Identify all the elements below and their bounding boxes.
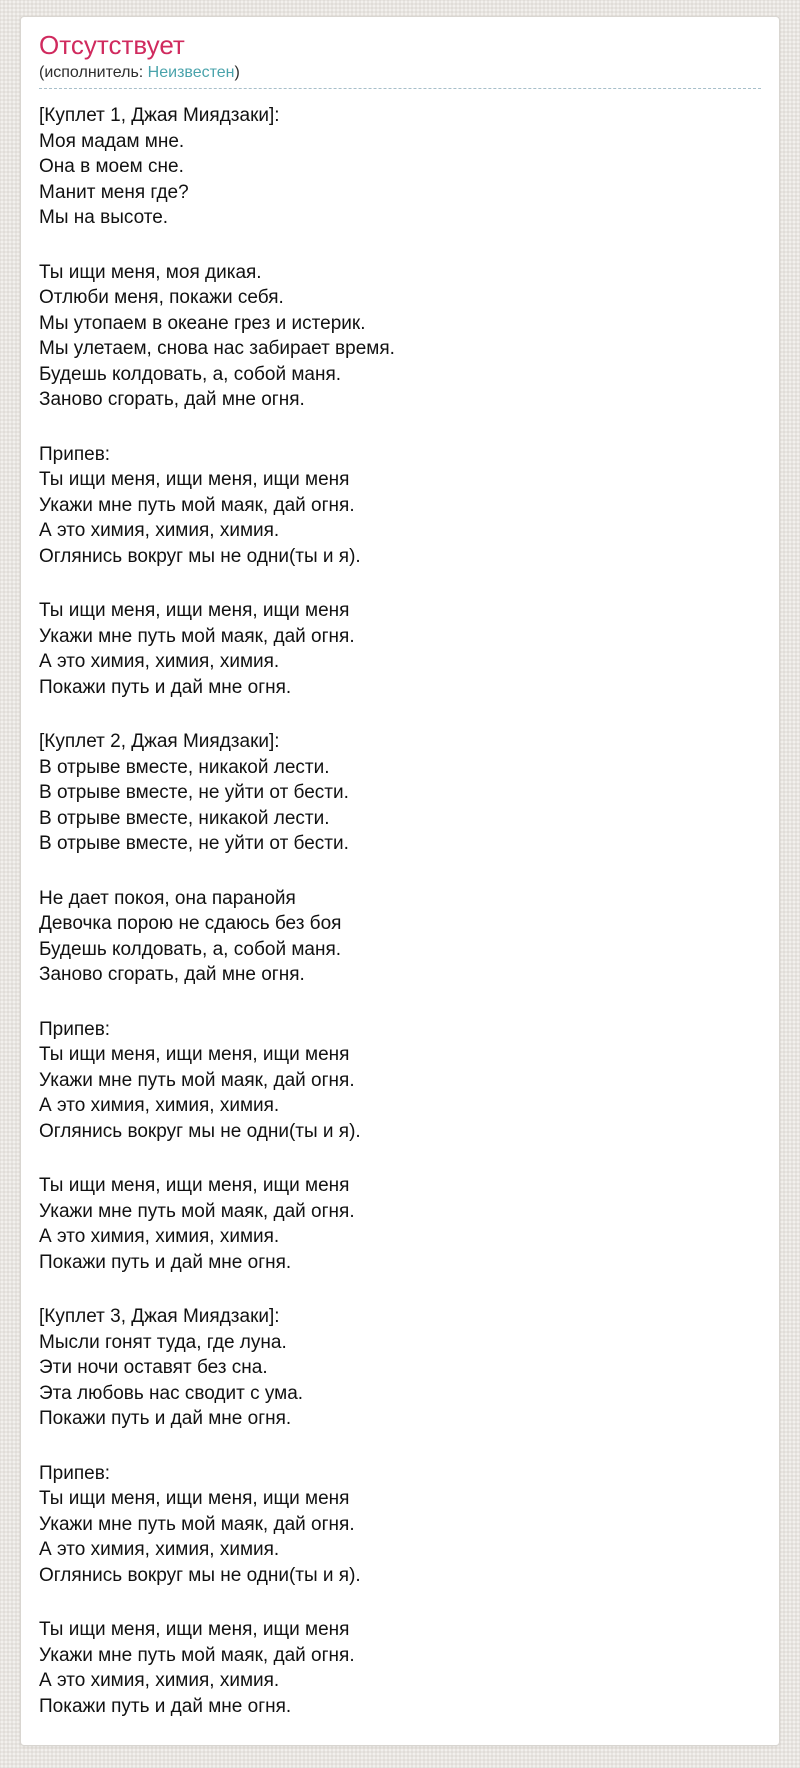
lyrics-stanza xyxy=(39,442,761,570)
lyric-line: Покажи путь и дай мне огня. xyxy=(39,1251,292,1273)
lyrics-stanza xyxy=(39,1017,761,1145)
lyric-line: Припев: xyxy=(39,1018,111,1040)
artist-closing-paren: ) xyxy=(234,64,240,81)
lyrics-stanza xyxy=(39,598,761,700)
lyric-line: Укажи мне путь мой маяк, дай огня. xyxy=(39,1644,355,1666)
lyric-line: Ты ищи меня, ищи меня, ищи меня xyxy=(39,469,350,490)
lyric-line: Ты ищи меня, ищи меня, ищи меня xyxy=(39,1488,350,1509)
lyrics-stanza xyxy=(39,886,761,988)
lyric-line: Эта любовь нас сводит с ума. xyxy=(39,1382,304,1404)
lyric-line: Эти ночи оставят без сна. xyxy=(39,1357,268,1378)
lyric-line: В отрыве вместе, не уйти от бести. xyxy=(39,782,349,803)
lyric-line: Не дает покоя, она паранойя xyxy=(39,887,296,909)
lyric-line: А это химия, химия, химия. xyxy=(39,1095,280,1116)
lyric-line: Покажи путь и дай мне огня. xyxy=(39,1408,292,1429)
lyric-line: Припев: xyxy=(39,443,111,465)
song-header xyxy=(39,31,761,89)
lyric-line: Оглянись вокруг мы не одни(ты и я). xyxy=(39,1120,361,1142)
song-title: Отсутствует xyxy=(39,30,185,60)
lyric-line: В отрыве вместе, никакой лести. xyxy=(39,756,330,778)
lyric-line: Манит меня где? xyxy=(39,181,189,203)
lyrics-stanza xyxy=(39,1304,761,1432)
lyrics-stanza xyxy=(39,103,761,231)
lyric-line: Покажи путь и дай мне огня. xyxy=(39,676,292,698)
lyrics-stanza xyxy=(39,729,761,857)
lyric-line: Ты ищи меня, ищи меня, ищи меня xyxy=(39,1044,350,1065)
lyric-line: [Куплет 2, Джая Миядзаки]: xyxy=(39,731,280,752)
lyric-line: Ты ищи меня, ищи меня, ищи меня xyxy=(39,1175,350,1196)
artist-label: (исполнитель: xyxy=(39,64,144,81)
lyric-line: Укажи мне путь мой маяк, дай огня. xyxy=(39,1069,355,1091)
lyric-line: [Куплет 3, Джая Миядзаки]: xyxy=(39,1306,280,1327)
lyric-line: Укажи мне путь мой маяк, дай огня. xyxy=(39,625,355,647)
lyric-line: А это химия, химия, химия. xyxy=(39,1226,280,1247)
lyric-line: Заново сгорать, дай мне огня. xyxy=(39,964,305,985)
lyric-line: Припев: xyxy=(39,1462,111,1484)
lyric-line: Оглянись вокруг мы не одни(ты и я). xyxy=(39,545,361,567)
lyric-line: Укажи мне путь мой маяк, дай огня. xyxy=(39,1513,355,1535)
lyric-line: Ты ищи меня, моя дикая. xyxy=(39,261,262,283)
lyric-line: Моя мадам мне. xyxy=(39,130,185,152)
lyric-line: А это химия, химия, химия. xyxy=(39,651,280,672)
lyric-line: Девочка порою не сдаюсь без боя xyxy=(39,913,342,934)
lyric-line: А это химия, химия, химия. xyxy=(39,1539,280,1560)
lyric-line: Мы утопаем в океане грез и истерик. xyxy=(39,312,366,334)
lyric-line: Она в моем сне. xyxy=(39,156,184,177)
lyric-line: Мысли гонят туда, где луна. xyxy=(39,1331,287,1353)
lyric-line: Мы на высоте. xyxy=(39,207,169,228)
lyric-line: А это химия, химия, химия. xyxy=(39,1670,280,1691)
lyrics-stanza xyxy=(39,1617,761,1719)
lyric-line: Будешь колдовать, а, собой маня. xyxy=(39,363,342,385)
artist-line xyxy=(39,63,761,83)
lyric-line: Укажи мне путь мой маяк, дай огня. xyxy=(39,1200,355,1222)
lyrics-stanza xyxy=(39,260,761,413)
lyrics-stanza xyxy=(39,1461,761,1589)
lyric-line: Ты ищи меня, ищи меня, ищи меня xyxy=(39,600,350,621)
lyric-line: [Куплет 1, Джая Миядзаки]: xyxy=(39,105,280,126)
lyric-line: Ты ищи меня, ищи меня, ищи меня xyxy=(39,1619,350,1640)
lyric-line: В отрыве вместе, не уйти от бести. xyxy=(39,833,349,854)
lyrics-card xyxy=(20,16,780,1746)
lyric-line: Заново сгорать, дай мне огня. xyxy=(39,389,305,410)
artist-link[interactable]: Неизвестен xyxy=(147,64,235,81)
lyrics xyxy=(39,103,761,1719)
lyric-line: Будешь колдовать, а, собой маня. xyxy=(39,938,342,960)
lyric-line: В отрыве вместе, никакой лести. xyxy=(39,807,330,829)
lyric-line: Покажи путь и дай мне огня. xyxy=(39,1695,292,1717)
lyric-line: Укажи мне путь мой маяк, дай огня. xyxy=(39,494,355,516)
lyric-line: Оглянись вокруг мы не одни(ты и я). xyxy=(39,1564,361,1586)
lyric-line: А это химия, химия, химия. xyxy=(39,520,280,541)
lyrics-stanza xyxy=(39,1173,761,1275)
lyric-line: Мы улетаем, снова нас забирает время. xyxy=(39,338,395,359)
lyric-line: Отлюби меня, покажи себя. xyxy=(39,287,284,308)
